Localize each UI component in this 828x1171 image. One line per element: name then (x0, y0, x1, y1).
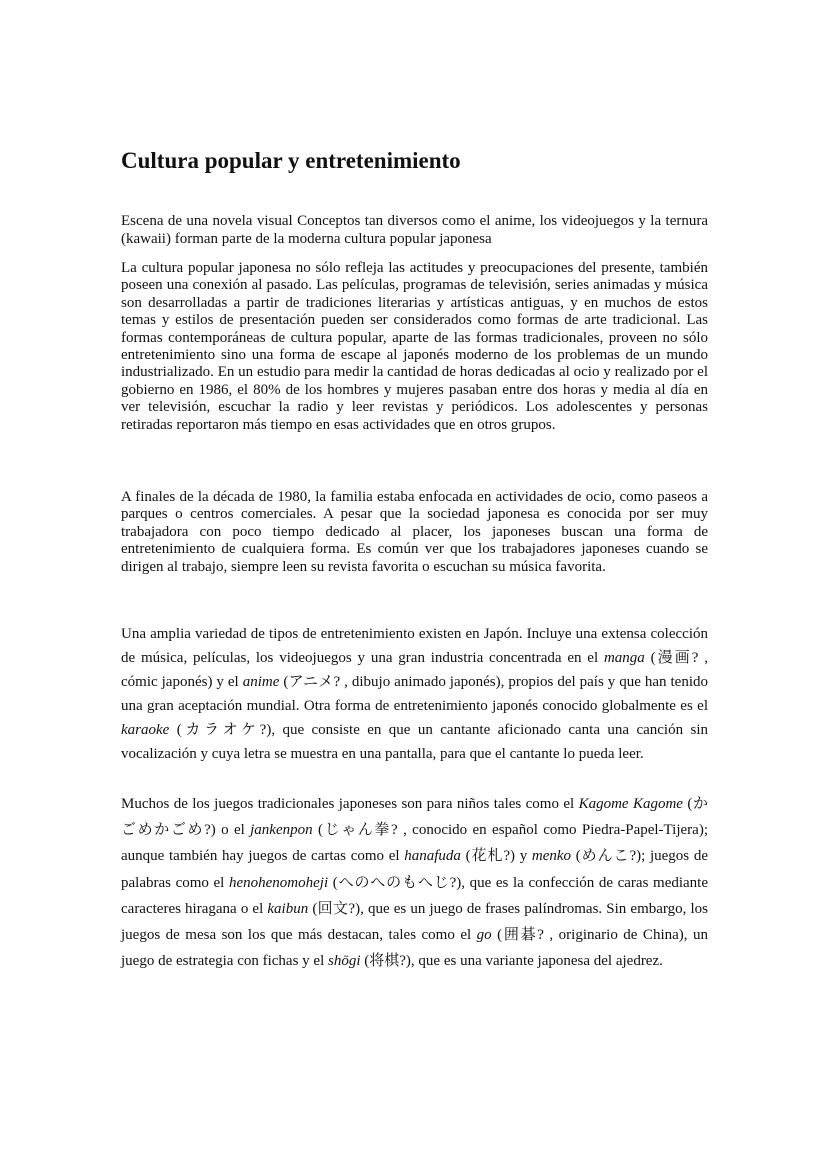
text-segment: (回文?), que es un juego de frases palíndromas. Sin embargo, los juegos de mesa son los que más destacan, tales como el (121, 900, 708, 944)
text-segment: Muchos de los juegos tradicionales japoneses son para niños tales como el (121, 796, 579, 812)
text-segment: La cultura popular japonesa no sólo refleja las actitudes y preocupaciones del presente, también poseen una conexión al pasado. Las películas, programas de televisión, series animadas y música son desarrolladas a partir de tradiciones literarias y artísticas antiguas, y en muchos de estos temas y estilos de presentación pueden ser considerados como formas de arte tradicional. Las formas contemporáneas de cultura popular, aparte de las formas tradicionales, proveen no sólo entretenimiento sino una forma de escape al japonés moderno de los problemas de un mundo industrializado. En un estudio para medir la cantidad de horas dedicadas al ocio y realizado por el gobierno en 1986, el 80% de los hombres y mujeres pasaban entre dos horas y media al día en ver televisión, escuchar la radio y leer revistas y periódicos. Los adolescentes y personas retiradas reportaron más tiempo en esas actividades que en otros grupos. (121, 260, 708, 433)
text-segment: (漫画? , cómic japonés) y el (121, 650, 708, 690)
italic-term: kaibun (267, 900, 309, 917)
italic-term: go (476, 927, 492, 944)
italic-term: henohenomoheji (228, 874, 329, 891)
text-segment: (囲碁? , originario de China), un juego de estrategia con fichas y el (121, 927, 708, 970)
text-segment: Escena de una novela visual Conceptos tan diversos como el anime, los videojuegos y la ternura (kawaii) forman parte de la moderna cultura popular japonesa (121, 213, 708, 247)
paragraph-ocio-1980 (121, 489, 708, 576)
text-segment: (めんこ?); juegos de palabras como el (121, 848, 708, 891)
italic-term: shōgi (328, 953, 361, 970)
italic-term: hanafuda (404, 848, 461, 865)
paragraph-caption (121, 212, 708, 248)
italic-term: menko (531, 848, 572, 865)
italic-term: anime (242, 674, 280, 690)
text-segment: (アニメ? , dibujo animado japonés), propios del país y que han tenido una gran aceptación mundial. Otra forma de entretenimiento japonés conocido globalmente es el (121, 674, 708, 714)
italic-term: Kagome Kagome (578, 796, 683, 812)
text-segment: (将棋?), que es una variante japonesa del ajedrez. (360, 953, 663, 970)
text-segment: (じゃん拳? , conocido en español como Piedra-Papel-Tijera); aunque también hay juegos de cartas como el (121, 822, 708, 865)
page-title: Cultura popular y entretenimiento (121, 148, 461, 173)
italic-term: jankenpon (250, 822, 313, 839)
text-segment: A finales de la década de 1980, la familia estaba enfocada en actividades de ocio, como paseos a parques o centros comerciales. A pesar que la sociedad japonesa es conocida por ser muy trabajadora con poco tiempo dedicado al placer, los japoneses buscan una forma de entretenimiento de cualquiera forma. Es común ver que los trabajadores japoneses cuando se dirigen al trabajo, siempre leen su revista favorita o escuchan su música favorita. (121, 489, 708, 575)
text-segment: Una amplia variedad de tipos de entretenimiento existen en Japón. Incluye una extensa colección de música, películas, los videojuegos y una gran industria concentrada en el (121, 626, 708, 666)
text-segment: (かごめかごめ?) o el (121, 796, 708, 839)
italic-term: manga (603, 650, 645, 666)
paragraph-entretenimiento (121, 622, 708, 766)
italic-term: karaoke (121, 722, 170, 738)
text-segment: (花札?) y (460, 848, 532, 865)
paragraph-juegos-tradicionales (121, 791, 708, 974)
text-segment: (へのへのもへじ?), que es la confección de caras mediante caracteres hiragana o el (121, 874, 709, 917)
text-segment: (カラオケ?), que consiste en que un cantante aficionado canta una canción sin vocalización y cuya letra se muestra en una pantalla, para que el cantante lo pueda leer. (121, 722, 708, 762)
paragraph-cultura-popular (121, 260, 708, 434)
